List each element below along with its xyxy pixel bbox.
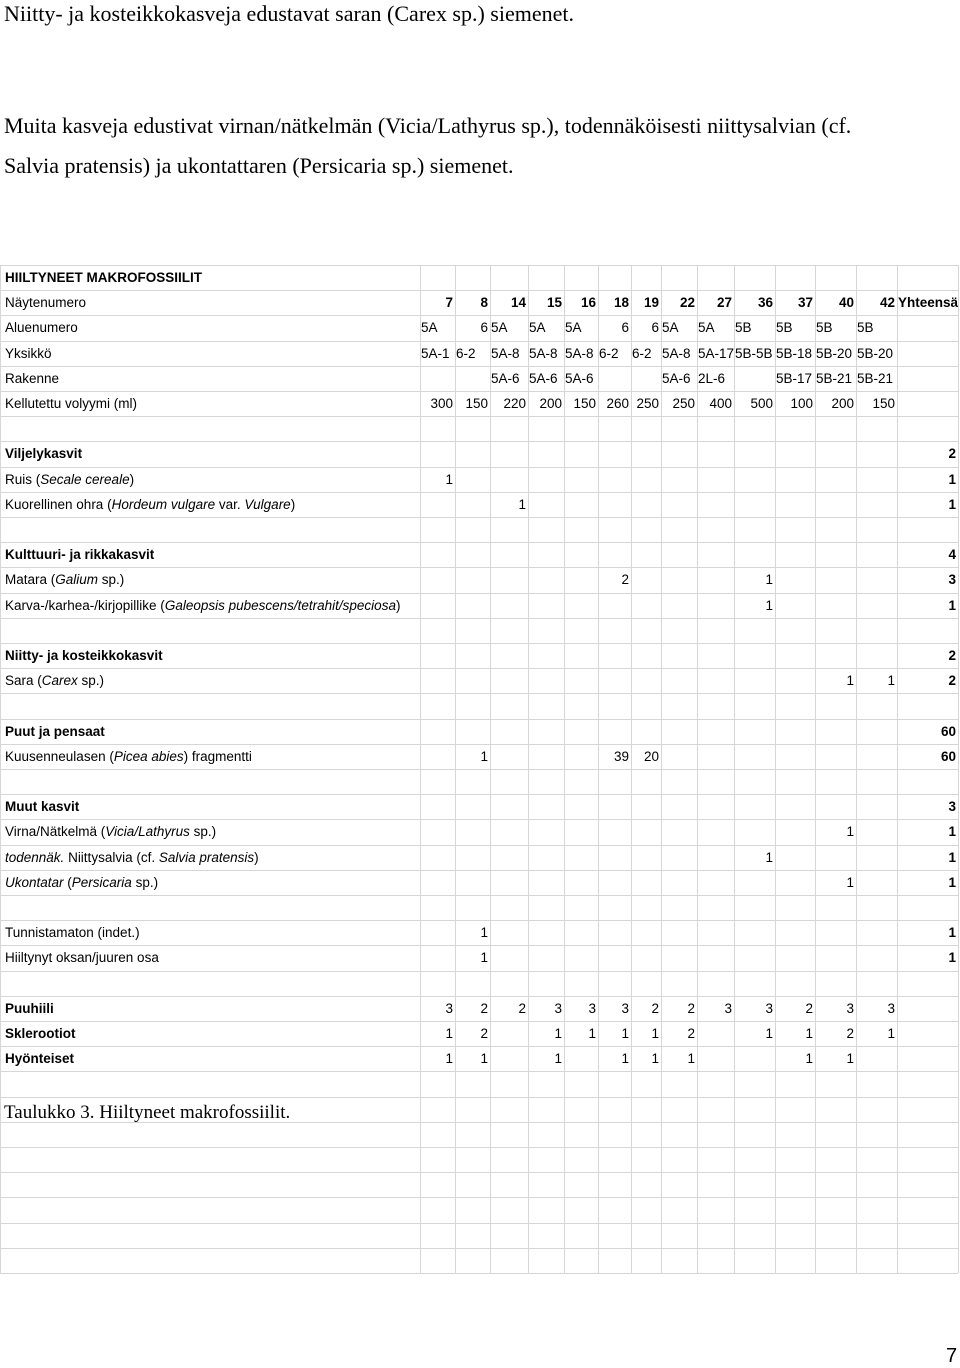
table-cell: 6-2 [632,346,652,361]
table-cell: 250 [636,396,659,411]
table-cell: 6 [621,320,629,335]
row-label: Kellutettu volyymi (ml) [5,396,138,411]
table-cell: 1 [445,1026,453,1041]
table-cell: 3 [765,1001,773,1016]
table-cell: 1 [805,1026,813,1041]
table-cell: 27 [716,295,732,310]
table-cell: 1 [480,749,488,764]
table-cell: 3 [846,1001,854,1016]
table-cell: 39 [613,749,629,764]
table-cell: 5A-8 [565,346,594,361]
table-cell: 6-2 [599,346,619,361]
table-cell: 1 [588,1026,596,1041]
table-cell: 1 [846,1051,854,1066]
grid-line [0,265,1,1273]
table-cell: 3 [445,1001,453,1016]
table-cell: 19 [643,295,659,310]
row-label: Hiiltynyt oksan/juuren osa [5,950,159,965]
table-cell: 1 [480,925,488,940]
grid-line [697,265,698,1273]
grid-line [856,265,857,1273]
grid-line [528,265,529,1273]
table-cell: 5A [698,320,715,335]
table-cell: 1 [445,472,453,487]
table-cell: 5A-8 [662,346,691,361]
paragraph-line: Niitty- ja kosteikkokasveja edustavat saran (Carex sp.) siemenet. [4,1,574,26]
table-cell: 1 [948,850,956,865]
table-cell: 260 [606,396,629,411]
row-label: todennäk. Niittysalvia (cf. Salvia pratensis) [5,850,259,865]
table-caption: Taulukko 3. Hiiltyneet makrofossiilit. [4,1102,291,1123]
table-cell: 100 [790,396,813,411]
row-label: Karva-/karhea-/kirjopillike (Galeopsis pubescens/tetrahit/speciosa) [5,598,401,613]
table-cell: 1 [887,673,895,688]
table-cell: 3 [948,799,956,814]
table-cell: 1 [846,824,854,839]
table-cell: 5A-8 [491,346,520,361]
table-cell: 16 [580,295,596,310]
table-cell: 1 [518,497,526,512]
table-cell: 1 [621,1051,629,1066]
row-label: Virna/Nätkelmä (Vicia/Lathyrus sp.) [5,824,217,839]
table-cell: 2 [687,1001,695,1016]
table-cell: 18 [613,295,629,310]
row-label: Kuorellinen ohra (Hordeum vulgare var. Vulgare) [5,497,296,512]
row-label: Kuusenneulasen (Picea abies) fragmentti [5,749,252,764]
table-cell: 1 [651,1026,659,1041]
table-cell: 5A-1 [421,346,450,361]
table-cell: 5A-6 [662,371,691,386]
table-cell: 4 [948,547,956,562]
row-label: Yksikkö [5,346,52,361]
grid-line [490,265,491,1273]
table-cell: 5B-20 [857,346,894,361]
table-cell: 5A-6 [491,371,520,386]
row-label: Rakenne [5,371,60,386]
page-number: 7 [946,1345,958,1367]
grid-line [815,265,816,1273]
table-cell: 5A [565,320,582,335]
table-cell: 2 [948,446,956,461]
table-cell: 3 [588,1001,596,1016]
table-cell: 1 [480,1051,488,1066]
table-cell: 1 [948,875,956,890]
table-cell: 150 [465,396,488,411]
table-cell: 2 [805,1001,813,1016]
table-cell: 2 [687,1026,695,1041]
table-header-total: Yhteensä [898,295,959,310]
table-cell: 1 [554,1051,562,1066]
row-label: Niitty- ja kosteikkokasvit [5,648,163,663]
table-cell: 2 [948,673,956,688]
table-cell: 1 [687,1051,695,1066]
row-label: Ukontatar (Persicaria sp.) [5,875,159,890]
grid-line [0,1273,958,1274]
table-cell: 5A-6 [565,371,594,386]
table-cell: 1 [765,598,773,613]
table-cell: 60 [940,749,956,764]
table-cell: 20 [643,749,659,764]
grid-line [734,265,735,1273]
table-cell: 1 [621,1026,629,1041]
table-cell: 1 [948,472,956,487]
table-cell: 2 [948,648,956,663]
table-cell: 5B-21 [816,371,853,386]
table-cell: 2 [518,1001,526,1016]
table-cell: 5B [816,320,833,335]
table-cell: 1 [846,673,854,688]
table-cell: 1 [445,1051,453,1066]
table-cell: 5A [662,320,679,335]
table-cell: 5B-17 [776,371,813,386]
table-cell: 1 [846,875,854,890]
table-cell: 500 [750,396,773,411]
table-cell: 8 [480,295,488,310]
table-cell: 2 [651,1001,659,1016]
table-cell: 5A-8 [529,346,558,361]
row-label: Puut ja pensaat [5,724,105,739]
table-cell: 1 [887,1026,895,1041]
table-cell: 220 [503,396,526,411]
row-label: Näytenumero [5,295,87,310]
table-cell: 200 [539,396,562,411]
table-cell: 5B-20 [816,346,853,361]
table-cell: 3 [621,1001,629,1016]
table-cell: 5B [776,320,793,335]
row-label: Aluenumero [5,320,78,335]
table-cell: 40 [838,295,854,310]
table-cell: 1 [765,850,773,865]
table-cell: 5A [529,320,546,335]
table-cell: 2 [846,1026,854,1041]
row-label: Sara (Carex sp.) [5,673,105,688]
table-cell: 2 [480,1001,488,1016]
table-cell: 14 [510,295,526,310]
table-cell: 5A [491,320,508,335]
table-cell: 5B [735,320,752,335]
table-cell: 400 [709,396,732,411]
table-cell: 1 [948,950,956,965]
row-label: Tunnistamaton (indet.) [5,925,140,940]
table-cell: 1 [651,1051,659,1066]
grid-line [661,265,662,1273]
table-cell: 7 [445,295,453,310]
paragraph-line: Muita kasveja edustivat virnan/nätkelmän (Vicia/Lathyrus sp.), todennäköisesti niittysalvian (cf. [4,113,852,138]
row-label: Viljelykasvit [5,446,83,461]
grid-line [775,265,776,1273]
table-cell: 6 [651,320,659,335]
row-label: Matara (Galium sp.) [5,572,125,587]
table-cell: 3 [554,1001,562,1016]
table-cell: 1 [948,925,956,940]
grid-line [564,265,565,1273]
table-cell: 2 [480,1026,488,1041]
table-cell: 15 [546,295,562,310]
table-cell: 3 [887,1001,895,1016]
grid-line [958,265,959,1273]
table-cell: 200 [831,396,854,411]
table-cell: 5A [421,320,438,335]
table-cell: 36 [757,295,773,310]
row-label: Ruis (Secale cereale) [5,472,135,487]
table-cell: 5B-5B [735,346,773,361]
row-label: HIILTYNEET MAKROFOSSIILIT [5,270,202,285]
table-cell: 1 [805,1051,813,1066]
table-cell: 5A-6 [529,371,558,386]
table-cell: 2 [621,572,629,587]
table-cell: 1 [948,824,956,839]
row-label: Puuhiili [5,1001,54,1016]
table-cell: 5B [857,320,874,335]
row-label: Sklerootiot [5,1026,76,1041]
table-cell: 60 [940,724,956,739]
table-cell: 2L-6 [698,371,726,386]
table-cell: 1 [948,598,956,613]
table-cell: 3 [724,1001,732,1016]
table-cell: 300 [430,396,453,411]
row-label: Hyönteiset [5,1051,75,1066]
table-cell: 1 [948,497,956,512]
paragraph-line: Salvia pratensis) ja ukontattaren (Persicaria sp.) siemenet. [4,153,514,178]
table-cell: 6-2 [456,346,476,361]
table-cell: 1 [765,1026,773,1041]
table-cell: 250 [672,396,695,411]
table-cell: 5B-21 [857,371,894,386]
table-cell: 37 [797,295,813,310]
table-cell: 3 [948,572,956,587]
row-label: Muut kasvit [5,799,80,814]
table-cell: 1 [765,572,773,587]
table-cell: 150 [872,396,895,411]
table-cell: 22 [679,295,695,310]
table-cell: 1 [554,1026,562,1041]
table-cell: 1 [480,950,488,965]
table-cell: 6 [480,320,488,335]
table-cell: 42 [879,295,895,310]
table-cell: 150 [573,396,596,411]
row-label: Kulttuuri- ja rikkakasvit [5,547,155,562]
table-cell: 5B-18 [776,346,813,361]
table-cell: 5A-17 [698,346,735,361]
